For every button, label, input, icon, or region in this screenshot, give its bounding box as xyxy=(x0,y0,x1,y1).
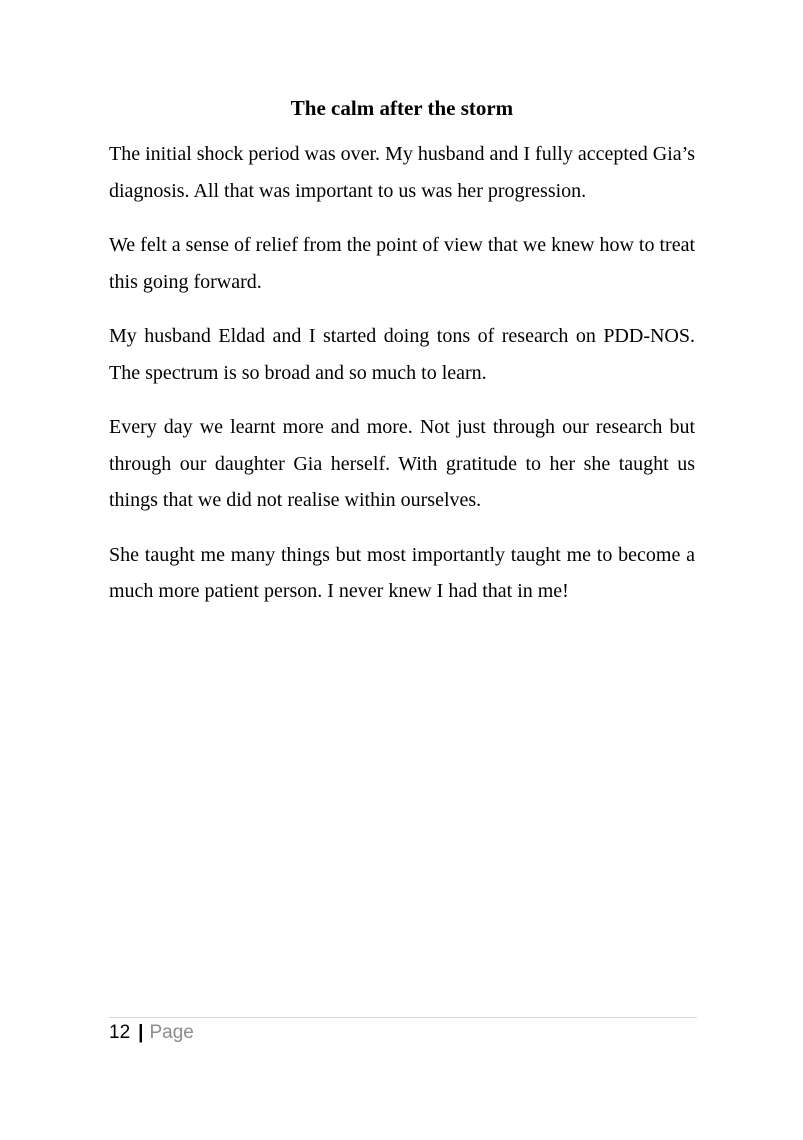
paragraph-4: Every day we learnt more and more. Not just through our research but through our daughter Gia herself. With gratitude to her she taught us things that we did not realise within ourselves. xyxy=(109,416,695,511)
paragraph-1: The initial shock period was over. My husband and I fully accepted Gia’s diagnosis. All that was important to us was her progression. xyxy=(109,143,695,202)
page-footer xyxy=(109,1020,194,1046)
paragraph-5: She taught me many things but most importantly taught me to become a much more patient person. I never knew I had that in me! xyxy=(109,543,695,602)
footer-separator: | xyxy=(138,1022,144,1043)
paragraph-3: My husband Eldad and I started doing tons of research on PDD-NOS. The spectrum is so broad and so much to learn. xyxy=(109,325,695,384)
footer-divider xyxy=(109,1017,697,1018)
page-number: 12 xyxy=(109,1022,131,1043)
page-label: Page xyxy=(149,1022,194,1043)
paragraph-2: We felt a sense of relief from the point of view that we knew how to treat this going forward. xyxy=(109,234,695,293)
chapter-title: The calm after the storm xyxy=(290,96,514,120)
page-body xyxy=(109,94,695,610)
